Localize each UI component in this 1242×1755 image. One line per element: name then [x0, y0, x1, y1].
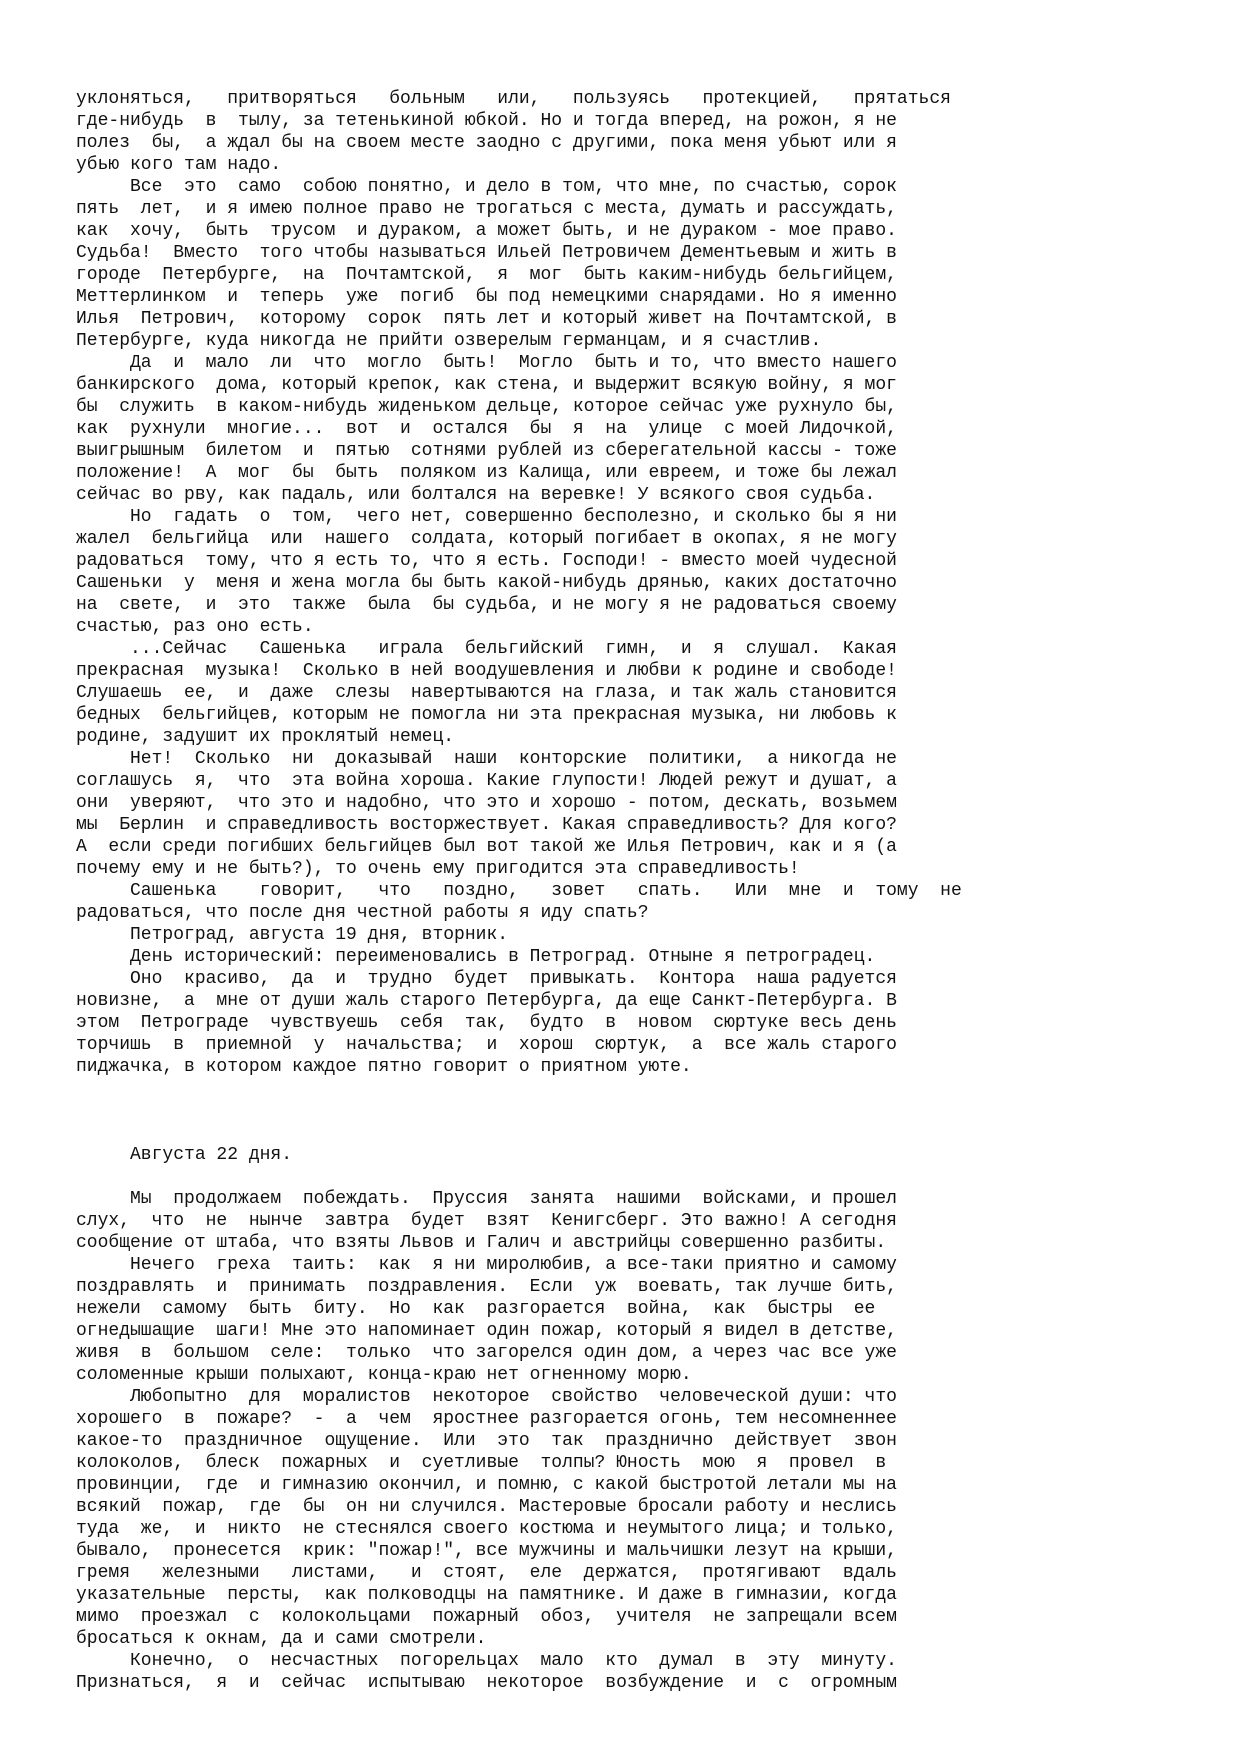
text-line: Нет! Сколько ни доказывай наши конторские политики, а никогда не	[76, 749, 897, 769]
text-line: А если среди погибших бельгийцев был вот такой же Илья Петрович, как и я (а	[76, 837, 897, 857]
text-line: Да и мало ли что могло быть! Могло быть и то, что вместо нашего	[76, 353, 897, 373]
text-line: прекрасная музыка! Сколько в ней воодушевления и любви к родине и свободе!	[76, 661, 897, 681]
section-gap	[76, 1078, 1026, 1144]
text-line: Слушаешь ее, и даже слезы навертываются на глаза, и так жаль становится	[76, 683, 897, 703]
text-line: Любопытно для моралистов некоторое свойство человеческой души: что	[76, 1387, 897, 1407]
text-line: они уверяют, что это и надобно, что это и хорошо - потом, дескать, возьмем	[76, 793, 897, 813]
text-line: мы Берлин и справедливость восторжествует. Какая справедливость? Для кого?	[76, 815, 897, 835]
text-line: Нечего греха таить: как я ни миролюбив, а все-таки приятно и самому	[76, 1255, 897, 1275]
text-line: положение! А мог бы быть поляком из Калища, или евреем, и тоже бы лежал	[76, 463, 897, 483]
text-section-2	[76, 1188, 1026, 1694]
text-line: нежели самому быть биту. Но как разгорается война, как быстры ее	[76, 1299, 876, 1319]
text-line: гремя железными листами, и стоят, еле держатся, протягивают вдаль	[76, 1563, 897, 1583]
text-line: огнедышащие шаги! Мне это напоминает один пожар, который я видел в детстве,	[76, 1321, 897, 1341]
text-line: на свете, и это также была бы судьба, и не могу я не радоваться своему	[76, 595, 897, 615]
text-line: Судьба! Вместо того чтобы называться Ильей Петровичем Дементьевым и жить в	[76, 243, 897, 263]
text-line: Меттерлинком и теперь уже погиб бы под немецкими снарядами. Но я именно	[76, 287, 897, 307]
text-line: какое-то праздничное ощущение. Или это так празднично действует звон	[76, 1431, 897, 1451]
text-line: Признаться, я и сейчас испытываю некоторое возбуждение и с огромным	[76, 1673, 897, 1693]
text-line: бросаться к окнам, да и сами смотрели.	[76, 1629, 487, 1649]
text-line: убью кого там надо.	[76, 155, 282, 175]
text-line: как хочу, быть трусом и дураком, а может быть, и не дураком - мое право.	[76, 221, 897, 241]
text-line: День исторический: переименовались в Петроград. Отныне я петроградец.	[76, 947, 876, 967]
text-line: мимо проезжал с колокольцами пожарный обоз, учителя не запрещали всем	[76, 1607, 897, 1627]
text-line: где-нибудь в тылу, за тетенькиной юбкой. Но и тогда вперед, на рожон, я не	[76, 111, 897, 131]
document-page	[76, 88, 1026, 1694]
text-line: бывало, пронесется крик: "пожар!", все мужчины и мальчишки лезут на крыши,	[76, 1541, 897, 1561]
text-line: радоваться тому, что я есть то, что я есть. Господи! - вместо моей чудесной	[76, 551, 897, 571]
text-line: колоколов, блеск пожарных и суетливые толпы? Юность мою я провел в	[76, 1453, 887, 1473]
text-line: полез бы, а ждал бы на своем месте заодно с другими, пока меня убьют или я	[76, 133, 897, 153]
text-line: пиджачка, в котором каждое пятно говорит о приятном уюте.	[76, 1057, 692, 1077]
text-line: сообщение от штаба, что взяты Львов и Галич и австрийцы совершенно разбиты.	[76, 1233, 887, 1253]
text-line: этом Петрограде чувствуешь себя так, будто в новом сюртуке весь день	[76, 1013, 897, 1033]
text-line: городе Петербурге, на Почтамтской, я мог быть каким-нибудь бельгийцем,	[76, 265, 897, 285]
text-line: соглашусь я, что эта война хороша. Какие глупости! Людей режут и душат, а	[76, 771, 897, 791]
text-line: провинции, где и гимназию окончил, и помню, с какой быстротой летали мы на	[76, 1475, 897, 1495]
text-line: жалел бельгийца или нашего солдата, который погибает в окопах, я не могу	[76, 529, 897, 549]
text-line: Мы продолжаем побеждать. Пруссия занята нашими войсками, и прошел	[76, 1189, 897, 1209]
text-line: выигрышным билетом и пятью сотнями рублей из сберегательной кассы - тоже	[76, 441, 897, 461]
date-heading: Августа 22 дня.	[76, 1145, 293, 1165]
text-line: указательные персты, как полководцы на памятнике. И даже в гимназии, когда	[76, 1585, 897, 1605]
text-line: банкирского дома, который крепок, как стена, и выдержит всякую войну, я мог	[76, 375, 897, 395]
text-line: живя в большом селе: только что загорелся один дом, а через час все уже	[76, 1343, 897, 1363]
heading-gap	[76, 1166, 1026, 1188]
text-line: сейчас во рву, как падаль, или болтался на веревке! У всякого своя судьба.	[76, 485, 876, 505]
text-line: слух, что не нынче завтра будет взят Кенигсберг. Это важно! А сегодня	[76, 1211, 897, 1231]
text-line: радоваться, что после дня честной работы я иду спать?	[76, 903, 649, 923]
text-line: Все это само собою понятно, и дело в том, что мне, по счастью, сорок	[76, 177, 897, 197]
text-line: бы служить в каком-нибудь жиденьком дельце, которое сейчас уже рухнуло бы,	[76, 397, 897, 417]
text-line: Сашенька говорит, что поздно, зовет спать. Или мне и тому не	[76, 881, 962, 901]
text-line: Илья Петрович, которому сорок пять лет и который живет на Почтамтской, в	[76, 309, 897, 329]
text-line: новизне, а мне от души жаль старого Петербурга, да еще Санкт-Петербурга. В	[76, 991, 897, 1011]
text-line: торчишь в приемной у начальства; и хорош сюртук, а все жаль старого	[76, 1035, 897, 1055]
text-line: хорошего в пожаре? - а чем яростнее разгорается огонь, тем несомненнее	[76, 1409, 897, 1429]
text-line: всякий пожар, где бы он ни случился. Мастеровые бросали работу и неслись	[76, 1497, 897, 1517]
text-line: Сашеньки у меня и жена могла бы быть какой-нибудь дрянью, каких достаточно	[76, 573, 897, 593]
text-line: родине, задушит их проклятый немец.	[76, 727, 455, 747]
text-line: Оно красиво, да и трудно будет привыкать. Контора наша радуется	[76, 969, 897, 989]
text-line: счастью, раз оно есть.	[76, 617, 314, 637]
text-line: Петербурге, куда никогда не прийти озверелым германцам, и я счастлив.	[76, 331, 822, 351]
text-line: уклоняться, притворяться больным или, пользуясь протекцией, прятаться	[76, 89, 951, 109]
text-line: Петроград, августа 19 дня, вторник.	[76, 925, 509, 945]
text-line: как рухнули многие... вот и остался бы я на улице с моей Лидочкой,	[76, 419, 897, 439]
text-line: ...Сейчас Сашенька играла бельгийский гимн, и я слушал. Какая	[76, 639, 897, 659]
text-line: соломенные крыши полыхают, конца-краю нет огненному морю.	[76, 1365, 692, 1385]
text-line: Конечно, о несчастных погорельцах мало кто думал в эту минуту.	[76, 1651, 897, 1671]
text-line: пять лет, и я имею полное право не трогаться с места, думать и рассуждать,	[76, 199, 897, 219]
text-line: бедных бельгийцев, которым не помогла ни эта прекрасная музыка, ни любовь к	[76, 705, 897, 725]
text-line: почему ему и не быть?), то очень ему пригодится эта справедливость!	[76, 859, 800, 879]
text-line: туда же, и никто не стеснялся своего костюма и неумытого лица; и только,	[76, 1519, 897, 1539]
text-section-1	[76, 88, 1026, 1078]
text-line: Но гадать о том, чего нет, совершенно бесполезно, и сколько бы я ни	[76, 507, 897, 527]
text-line: поздравлять и принимать поздравления. Если уж воевать, так лучше бить,	[76, 1277, 897, 1297]
